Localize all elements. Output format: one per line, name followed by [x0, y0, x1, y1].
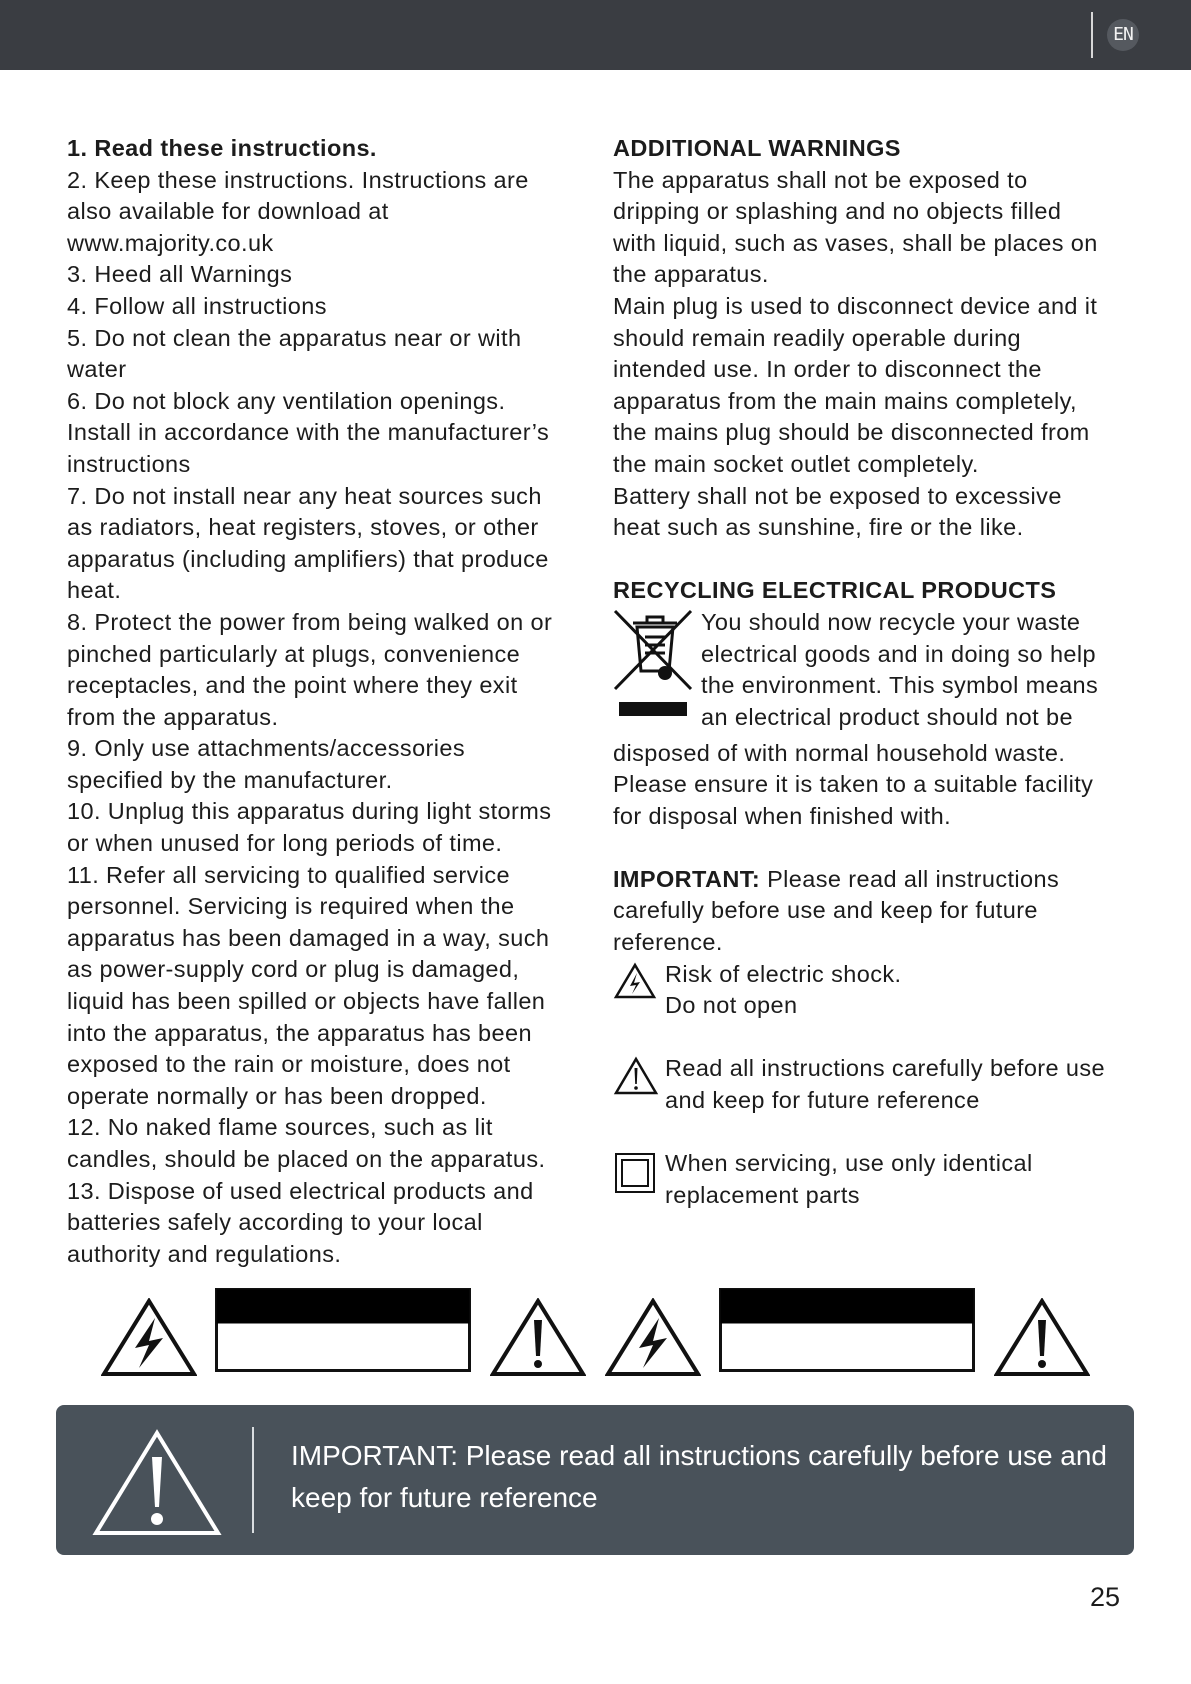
instruction-line: 6. Do not block any ventilation openings. — [67, 387, 506, 414]
double-insulation-icon — [613, 1148, 665, 1203]
exclamation-warning-svg — [613, 1053, 659, 1097]
important-note — [613, 864, 1143, 896]
read-instructions-block — [613, 1053, 1143, 1116]
recycling-heading: RECYCLING ELECTRICAL PRODUCTS — [613, 577, 1057, 604]
warning-line: the mains plug should be disconnected from — [613, 419, 1090, 446]
instruction-line: instructions — [67, 450, 191, 477]
instruction-line: personnel. Servicing is required when the — [67, 893, 515, 920]
instruction-line: 9. Only use attachments/accessories — [67, 735, 466, 762]
caution-label-box — [215, 1288, 471, 1372]
header-bar — [0, 0, 1191, 70]
spacer — [613, 1022, 1143, 1054]
lightning-warning-icon — [613, 959, 665, 1012]
instruction-line: as radiators, heat registers, stoves, or other — [67, 514, 539, 541]
instruction-line: www.majority.co.uk — [67, 229, 274, 256]
important-line: reference. — [613, 929, 723, 956]
warning-line: apparatus from the main mains completely, — [613, 387, 1077, 414]
instruction-line: operate normally or has been dropped. — [67, 1082, 487, 1109]
instruction-line: exposed to the rain or moisture, does not — [67, 1051, 511, 1078]
instruction-line: 2. Keep these instructions. Instructions are — [67, 166, 529, 193]
caution-label-box — [719, 1288, 975, 1372]
recycling-line: disposed of with normal household waste. — [613, 739, 1066, 766]
electric-shock-block — [613, 959, 1143, 1022]
spacer — [613, 544, 1143, 576]
important-line: carefully before use and keep for future — [613, 897, 1038, 924]
instruction-line: receptacles, and the point where they exit — [67, 672, 518, 699]
instruction-line: from the apparatus. — [67, 703, 279, 730]
warning-line: should remain readily operable during — [613, 324, 1022, 351]
recycling-line: the environment. This symbol means — [701, 672, 1099, 699]
important-text: Please read all instructions — [760, 865, 1060, 892]
important-banner — [56, 1405, 1134, 1555]
instruction-line: as power-supply cord or plug is damaged, — [67, 956, 520, 983]
warning-line: Main plug is used to disconnect device and it — [613, 292, 1098, 319]
weee-bin-icon — [613, 607, 701, 738]
header-divider — [1091, 12, 1093, 58]
instruction-line: 13. Dispose of used electrical products and — [67, 1177, 534, 1204]
safety-instructions-column — [67, 133, 597, 1270]
lightning-warning-icon — [605, 1298, 701, 1378]
lightning-warning-icon — [101, 1298, 197, 1378]
weee-bin-svg — [613, 607, 697, 729]
warning-line: the apparatus. — [613, 261, 769, 288]
shock-line: Do not open — [665, 992, 798, 1019]
instruction-line: batteries safely according to your local — [67, 1209, 483, 1236]
instruction-line: 12. No naked flame sources, such as lit — [67, 1114, 493, 1141]
warning-line: The apparatus shall not be exposed to — [613, 166, 1028, 193]
instruction-line: apparatus (including amplifiers) that produce — [67, 545, 549, 572]
instruction-line: candles, should be placed on the apparatus. — [67, 1146, 546, 1172]
additional-warnings-heading: ADDITIONAL WARNINGS — [613, 135, 901, 161]
instruction-line: 1. Read these instructions. — [67, 135, 377, 161]
warning-line: the main socket outlet completely. — [613, 450, 979, 477]
instruction-line: heat. — [67, 577, 122, 604]
warning-line: with liquid, such as vases, shall be places on — [613, 229, 1098, 256]
exclamation-warning-icon — [994, 1298, 1090, 1378]
important-label: IMPORTANT: — [613, 865, 761, 892]
recycling-line: You should now recycle your waste — [701, 608, 1081, 635]
language-badge: EN — [1107, 19, 1139, 51]
warning-line: intended use. In order to disconnect the — [613, 356, 1042, 383]
spacer — [613, 832, 1143, 864]
instruction-line: 10. Unplug this apparatus during light storms — [67, 798, 552, 825]
shock-line: Risk of electric shock. — [665, 960, 902, 987]
instruction-line: into the apparatus, the apparatus has been — [67, 1019, 532, 1046]
banner-text — [291, 1435, 1111, 1519]
instruction-line: 5. Do not clean the apparatus near or with — [67, 324, 522, 351]
instruction-line: 4. Follow all instructions — [67, 292, 327, 319]
instruction-line: apparatus has been damaged in a way, such — [67, 924, 550, 951]
recycling-line: Please ensure it is taken to a suitable facility — [613, 771, 1094, 798]
warning-line: dripping or splashing and no objects filled — [613, 198, 1062, 225]
lightning-warning-svg — [613, 959, 657, 1003]
exclamation-warning-icon — [490, 1298, 586, 1378]
instruction-line: authority and regulations. — [67, 1240, 342, 1267]
recycling-line: an electrical product should not be — [701, 703, 1073, 730]
servicing-line: replacement parts — [665, 1181, 860, 1208]
recycling-block — [613, 607, 1143, 738]
read-line: and keep for future reference — [665, 1087, 980, 1114]
banner-line: IMPORTANT: Please read all instructions carefully before use and — [291, 1440, 1108, 1471]
instruction-line: 7. Do not install near any heat sources such — [67, 482, 542, 509]
servicing-block — [613, 1148, 1143, 1211]
double-insulation-svg — [613, 1148, 657, 1194]
safety-symbol-row — [0, 1288, 1191, 1378]
recycling-icon-text — [701, 607, 1098, 733]
warning-line: heat such as sunshine, fire or the like. — [613, 514, 1024, 541]
exclamation-warning-icon — [613, 1053, 665, 1106]
banner-line: keep for future reference — [291, 1482, 598, 1513]
instruction-line: also available for download at — [67, 198, 389, 225]
spacer — [613, 1117, 1143, 1149]
read-line: Read all instructions carefully before use — [665, 1055, 1106, 1082]
warning-line: Battery shall not be exposed to excessive — [613, 482, 1062, 509]
page-number: 25 — [1090, 1582, 1121, 1612]
instruction-line: 3. Heed all Warnings — [67, 261, 293, 288]
instruction-line: Install in accordance with the manufacturer’s — [67, 419, 550, 446]
instruction-line: 8. Protect the power from being walked on or — [67, 608, 553, 635]
servicing-line: When servicing, use only identical — [665, 1150, 1033, 1177]
instruction-line: pinched particularly at plugs, convenience — [67, 640, 521, 667]
instruction-line: 11. Refer all servicing to qualified service — [67, 861, 510, 888]
recycling-line: electrical goods and in doing so help — [701, 640, 1096, 667]
exclamation-warning-icon — [92, 1429, 222, 1537]
instruction-line: liquid has been spilled or objects have fallen — [67, 988, 546, 1015]
banner-divider — [252, 1427, 254, 1533]
instruction-line: water — [67, 356, 127, 383]
recycling-line: for disposal when finished with. — [613, 802, 952, 829]
warnings-column — [613, 133, 1143, 1211]
instruction-line: or when unused for long periods of time. — [67, 830, 503, 857]
instruction-line: specified by the manufacturer. — [67, 766, 393, 793]
